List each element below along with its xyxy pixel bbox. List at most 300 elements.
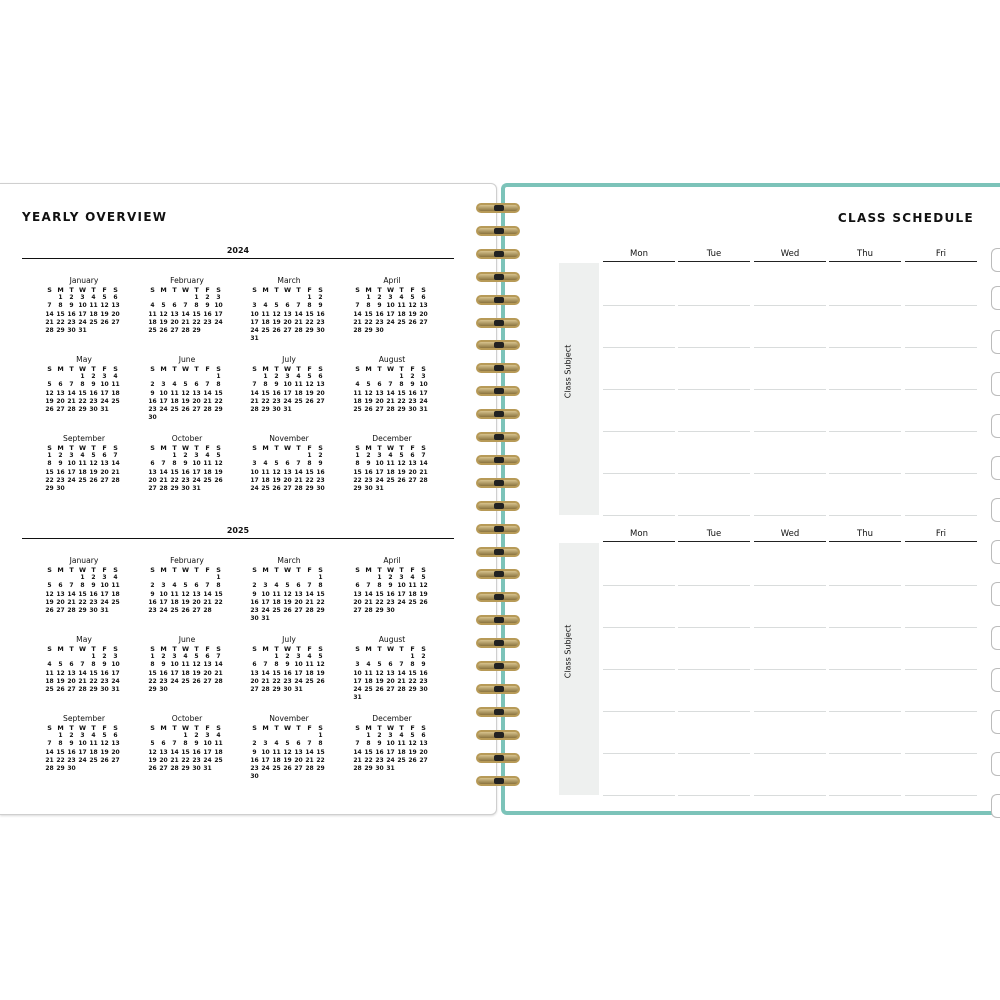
day-number: 11 bbox=[45, 669, 54, 677]
day-number: 31 bbox=[111, 685, 120, 693]
coil-hole bbox=[494, 205, 504, 211]
day-number: 17 bbox=[78, 310, 87, 318]
writing-line[interactable] bbox=[754, 515, 826, 516]
day-number: 28 bbox=[111, 476, 120, 484]
divider-tab[interactable] bbox=[991, 330, 1000, 354]
divider-tab[interactable] bbox=[991, 248, 1000, 272]
class-schedule-page bbox=[501, 183, 1000, 815]
day-number: 8 bbox=[80, 381, 85, 389]
day-number: 29 bbox=[305, 484, 314, 492]
writing-line[interactable] bbox=[829, 795, 901, 796]
day-number: 30 bbox=[386, 606, 395, 614]
empty-day bbox=[271, 574, 282, 582]
writing-line[interactable] bbox=[754, 627, 826, 628]
writing-line[interactable] bbox=[603, 431, 675, 432]
writing-line[interactable] bbox=[678, 347, 750, 348]
empty-day bbox=[44, 653, 55, 661]
weekday-header: F bbox=[102, 286, 107, 294]
day-number: 26 bbox=[89, 476, 98, 484]
empty-day bbox=[158, 373, 169, 381]
writing-line[interactable] bbox=[754, 431, 826, 432]
day-number: 25 bbox=[397, 318, 406, 326]
binding-coil bbox=[476, 272, 522, 284]
writing-line[interactable] bbox=[754, 795, 826, 796]
weekday-header: T bbox=[91, 444, 96, 452]
day-number: 15 bbox=[305, 310, 314, 318]
writing-line[interactable] bbox=[754, 711, 826, 712]
day-number: 14 bbox=[67, 389, 76, 397]
writing-line[interactable] bbox=[905, 795, 977, 796]
day-number: 10 bbox=[375, 460, 384, 468]
day-number: 31 bbox=[100, 606, 109, 614]
binding-coil bbox=[476, 203, 522, 215]
binding-coil bbox=[476, 226, 522, 238]
day-number: 28 bbox=[214, 677, 223, 685]
binding-coil bbox=[476, 318, 522, 330]
day-number: 19 bbox=[408, 748, 417, 756]
day-number: 24 bbox=[261, 606, 270, 614]
day-number: 23 bbox=[89, 598, 98, 606]
weekday-header: W bbox=[181, 645, 190, 653]
day-number: 28 bbox=[294, 326, 303, 334]
writing-line[interactable] bbox=[754, 305, 826, 306]
writing-line[interactable] bbox=[678, 711, 750, 712]
empty-day bbox=[180, 294, 191, 302]
divider-tab[interactable] bbox=[991, 668, 1000, 692]
day-number: 29 bbox=[261, 405, 270, 413]
day-number: 12 bbox=[100, 740, 109, 748]
empty-day bbox=[260, 294, 271, 302]
divider-tab[interactable] bbox=[991, 626, 1000, 650]
year-label: 2025 bbox=[22, 526, 454, 539]
day-number: 12 bbox=[89, 460, 98, 468]
day-number: 19 bbox=[56, 677, 65, 685]
writing-line[interactable] bbox=[905, 431, 977, 432]
coil-hole bbox=[494, 778, 504, 784]
day-number: 10 bbox=[78, 740, 87, 748]
day-number: 1 bbox=[307, 452, 312, 460]
binding-coil bbox=[476, 455, 522, 467]
day-number: 24 bbox=[159, 405, 168, 413]
weekday-header: T bbox=[274, 566, 279, 574]
day-number: 2 bbox=[377, 294, 382, 302]
empty-day bbox=[293, 452, 304, 460]
writing-line[interactable] bbox=[678, 669, 750, 670]
divider-tab[interactable] bbox=[991, 752, 1000, 776]
month-day-grid bbox=[147, 645, 231, 694]
day-number: 5 bbox=[366, 381, 371, 389]
weekday-header: W bbox=[283, 645, 292, 653]
day-number: 28 bbox=[67, 606, 76, 614]
empty-day bbox=[180, 574, 191, 582]
day-number: 20 bbox=[283, 476, 292, 484]
day-number: 7 bbox=[216, 653, 221, 661]
day-number: 18 bbox=[170, 598, 179, 606]
weekday-header: T bbox=[296, 365, 301, 373]
day-number: 20 bbox=[375, 397, 384, 405]
writing-line[interactable] bbox=[829, 627, 901, 628]
weekday-header: T bbox=[194, 365, 199, 373]
day-number: 15 bbox=[148, 669, 157, 677]
day-number: 8 bbox=[216, 582, 221, 590]
writing-line[interactable] bbox=[754, 347, 826, 348]
day-number: 20 bbox=[170, 318, 179, 326]
writing-line[interactable] bbox=[905, 669, 977, 670]
day-number: 26 bbox=[181, 405, 190, 413]
divider-tab[interactable] bbox=[991, 794, 1000, 818]
day-number: 25 bbox=[408, 598, 417, 606]
day-number: 12 bbox=[408, 740, 417, 748]
day-number: 11 bbox=[203, 460, 212, 468]
writing-line[interactable] bbox=[603, 347, 675, 348]
empty-day bbox=[363, 574, 374, 582]
writing-line[interactable] bbox=[829, 753, 901, 754]
month-day-grid bbox=[147, 724, 231, 773]
day-number: 10 bbox=[294, 661, 303, 669]
day-number: 15 bbox=[272, 669, 281, 677]
weekday-header: T bbox=[377, 444, 382, 452]
day-number: 12 bbox=[364, 389, 373, 397]
day-number: 15 bbox=[56, 748, 65, 756]
weekday-header: S bbox=[216, 645, 221, 653]
day-number: 27 bbox=[56, 606, 65, 614]
writing-line[interactable] bbox=[603, 795, 675, 796]
writing-line[interactable] bbox=[829, 473, 901, 474]
day-number: 8 bbox=[274, 661, 279, 669]
day-number: 21 bbox=[45, 756, 54, 764]
day-number: 26 bbox=[45, 606, 54, 614]
day-number: 10 bbox=[261, 748, 270, 756]
weekday-header: M bbox=[262, 365, 269, 373]
divider-tab[interactable] bbox=[991, 540, 1000, 564]
writing-line[interactable] bbox=[754, 669, 826, 670]
writing-line[interactable] bbox=[905, 515, 977, 516]
day-number: 29 bbox=[364, 764, 373, 772]
day-number: 14 bbox=[78, 669, 87, 677]
writing-line[interactable] bbox=[603, 627, 675, 628]
weekday-header: S bbox=[113, 286, 118, 294]
divider-tab[interactable] bbox=[991, 710, 1000, 734]
writing-line[interactable] bbox=[678, 753, 750, 754]
day-number: 6 bbox=[194, 582, 199, 590]
empty-day bbox=[169, 373, 180, 381]
day-number: 24 bbox=[283, 397, 292, 405]
day-number: 29 bbox=[170, 484, 179, 492]
day-number: 11 bbox=[78, 460, 87, 468]
day-number: 14 bbox=[305, 748, 314, 756]
day-number: 23 bbox=[408, 397, 417, 405]
writing-line[interactable] bbox=[678, 515, 750, 516]
weekday-header: S bbox=[355, 724, 360, 732]
day-number: 23 bbox=[419, 677, 428, 685]
day-number: 20 bbox=[294, 756, 303, 764]
day-number: 22 bbox=[408, 677, 417, 685]
day-number: 28 bbox=[294, 484, 303, 492]
day-number: 19 bbox=[283, 756, 292, 764]
day-number: 31 bbox=[261, 615, 270, 623]
day-number: 21 bbox=[111, 468, 120, 476]
day-number: 17 bbox=[203, 748, 212, 756]
day-number: 29 bbox=[181, 764, 190, 772]
day-number: 3 bbox=[102, 574, 107, 582]
day-number: 2 bbox=[69, 294, 74, 302]
day-number: 5 bbox=[102, 732, 107, 740]
day-number: 27 bbox=[111, 756, 120, 764]
weekday-header: T bbox=[69, 645, 74, 653]
day-number: 24 bbox=[419, 397, 428, 405]
coil-hole bbox=[494, 617, 504, 623]
divider-tab[interactable] bbox=[991, 498, 1000, 522]
day-number: 17 bbox=[250, 318, 259, 326]
day-number: 29 bbox=[316, 606, 325, 614]
divider-tab[interactable] bbox=[991, 582, 1000, 606]
day-number: 2 bbox=[91, 574, 96, 582]
weekday-header: T bbox=[377, 286, 382, 294]
binding-coil bbox=[476, 592, 522, 604]
writing-line[interactable] bbox=[829, 347, 901, 348]
day-number: 13 bbox=[250, 669, 259, 677]
day-number: 25 bbox=[305, 677, 314, 685]
day-number: 25 bbox=[203, 476, 212, 484]
day-number: 9 bbox=[205, 302, 210, 310]
writing-line[interactable] bbox=[603, 711, 675, 712]
day-number: 2 bbox=[205, 294, 210, 302]
day-number: 27 bbox=[294, 606, 303, 614]
day-number: 8 bbox=[47, 460, 52, 468]
day-number: 14 bbox=[250, 389, 259, 397]
day-number: 11 bbox=[353, 389, 362, 397]
day-number: 9 bbox=[274, 381, 279, 389]
day-number: 6 bbox=[318, 373, 323, 381]
day-number: 9 bbox=[161, 661, 166, 669]
writing-line[interactable] bbox=[678, 585, 750, 586]
binding-coil bbox=[476, 386, 522, 398]
day-number: 19 bbox=[272, 476, 281, 484]
writing-line[interactable] bbox=[905, 305, 977, 306]
day-number: 19 bbox=[283, 598, 292, 606]
weekday-header: S bbox=[318, 365, 323, 373]
month-day-grid bbox=[44, 365, 128, 414]
day-number: 28 bbox=[203, 405, 212, 413]
day-number: 14 bbox=[294, 310, 303, 318]
day-number: 3 bbox=[161, 381, 166, 389]
day-number: 5 bbox=[47, 381, 52, 389]
writing-line[interactable] bbox=[678, 473, 750, 474]
writing-line[interactable] bbox=[829, 669, 901, 670]
writing-line[interactable] bbox=[603, 473, 675, 474]
day-number: 26 bbox=[364, 405, 373, 413]
day-number: 2 bbox=[161, 653, 166, 661]
empty-day bbox=[169, 732, 180, 740]
day-number: 8 bbox=[58, 302, 63, 310]
day-number: 15 bbox=[89, 669, 98, 677]
weekday-header: W bbox=[386, 365, 395, 373]
day-number: 9 bbox=[69, 740, 74, 748]
empty-day bbox=[147, 452, 158, 460]
day-number: 30 bbox=[364, 484, 373, 492]
writing-line[interactable] bbox=[905, 627, 977, 628]
weekday-header: M bbox=[262, 566, 269, 574]
day-number: 28 bbox=[67, 405, 76, 413]
day-number: 28 bbox=[45, 326, 54, 334]
day-number: 6 bbox=[58, 381, 63, 389]
divider-tab[interactable] bbox=[991, 286, 1000, 310]
writing-line[interactable] bbox=[678, 305, 750, 306]
month-day-grid bbox=[44, 724, 128, 773]
weekday-header: T bbox=[194, 566, 199, 574]
writing-line[interactable] bbox=[754, 473, 826, 474]
day-number: 28 bbox=[305, 606, 314, 614]
writing-line[interactable] bbox=[754, 585, 826, 586]
day-number: 19 bbox=[192, 669, 201, 677]
empty-day bbox=[249, 373, 260, 381]
writing-line[interactable] bbox=[905, 711, 977, 712]
binding-coil bbox=[476, 501, 522, 513]
day-number: 6 bbox=[205, 653, 210, 661]
weekday-header: T bbox=[194, 444, 199, 452]
day-number: 1 bbox=[366, 732, 371, 740]
binding-coil bbox=[476, 409, 522, 421]
day-number: 29 bbox=[397, 405, 406, 413]
writing-line[interactable] bbox=[678, 627, 750, 628]
day-number: 4 bbox=[274, 582, 279, 590]
writing-line[interactable] bbox=[829, 515, 901, 516]
day-number: 11 bbox=[148, 310, 157, 318]
weekday-header: T bbox=[296, 286, 301, 294]
month-name: April bbox=[383, 276, 401, 285]
writing-line[interactable] bbox=[678, 431, 750, 432]
day-number: 10 bbox=[100, 381, 109, 389]
writing-line[interactable] bbox=[905, 473, 977, 474]
day-number: 14 bbox=[386, 389, 395, 397]
day-number: 20 bbox=[111, 748, 120, 756]
writing-line[interactable] bbox=[829, 431, 901, 432]
month-calendar bbox=[143, 355, 231, 422]
weekday-header: S bbox=[47, 566, 52, 574]
binding-coil bbox=[476, 432, 522, 444]
day-number: 15 bbox=[408, 669, 417, 677]
divider-tab[interactable] bbox=[991, 414, 1000, 438]
day-number: 12 bbox=[148, 748, 157, 756]
day-number: 25 bbox=[364, 685, 373, 693]
writing-line[interactable] bbox=[603, 753, 675, 754]
writing-line[interactable] bbox=[678, 389, 750, 390]
writing-line[interactable] bbox=[754, 753, 826, 754]
month-name: May bbox=[76, 355, 92, 364]
month-day-grid bbox=[249, 566, 333, 623]
weekday-header: W bbox=[78, 444, 87, 452]
weekday-header: S bbox=[216, 566, 221, 574]
day-number: 10 bbox=[100, 582, 109, 590]
day-number: 3 bbox=[296, 653, 301, 661]
day-number: 1 bbox=[318, 574, 323, 582]
weekday-header: S bbox=[216, 444, 221, 452]
weekday-header: T bbox=[69, 566, 74, 574]
day-number: 2 bbox=[183, 452, 188, 460]
day-number: 23 bbox=[283, 677, 292, 685]
writing-line[interactable] bbox=[905, 389, 977, 390]
day-number: 3 bbox=[161, 582, 166, 590]
day-number: 11 bbox=[214, 740, 223, 748]
day-number: 16 bbox=[386, 590, 395, 598]
day-number: 14 bbox=[419, 460, 428, 468]
day-number: 13 bbox=[419, 740, 428, 748]
day-number: 22 bbox=[89, 677, 98, 685]
writing-line[interactable] bbox=[905, 753, 977, 754]
divider-tab[interactable] bbox=[991, 372, 1000, 396]
day-number: 13 bbox=[67, 669, 76, 677]
day-number: 23 bbox=[272, 397, 281, 405]
day-number: 17 bbox=[261, 756, 270, 764]
writing-line[interactable] bbox=[829, 711, 901, 712]
day-number: 27 bbox=[294, 764, 303, 772]
day-number: 13 bbox=[170, 310, 179, 318]
empty-day bbox=[249, 294, 260, 302]
day-number: 25 bbox=[78, 476, 87, 484]
coil-hole bbox=[494, 663, 504, 669]
month-calendar bbox=[245, 714, 333, 781]
day-number: 31 bbox=[283, 405, 292, 413]
day-number: 28 bbox=[261, 685, 270, 693]
weekday-header: W bbox=[386, 444, 395, 452]
day-number: 13 bbox=[283, 310, 292, 318]
writing-line[interactable] bbox=[905, 347, 977, 348]
day-header: Mon bbox=[603, 249, 675, 262]
writing-line[interactable] bbox=[829, 389, 901, 390]
writing-line[interactable] bbox=[603, 585, 675, 586]
day-number: 24 bbox=[386, 318, 395, 326]
weekday-header: T bbox=[194, 286, 199, 294]
weekday-header: T bbox=[91, 645, 96, 653]
day-number: 5 bbox=[47, 582, 52, 590]
day-number: 21 bbox=[78, 677, 87, 685]
day-number: 29 bbox=[316, 764, 325, 772]
weekday-header: S bbox=[113, 444, 118, 452]
day-number: 26 bbox=[272, 326, 281, 334]
day-number: 12 bbox=[45, 389, 54, 397]
writing-line[interactable] bbox=[603, 515, 675, 516]
day-number: 5 bbox=[410, 294, 415, 302]
writing-line[interactable] bbox=[678, 795, 750, 796]
day-number: 22 bbox=[305, 318, 314, 326]
month-name: March bbox=[277, 276, 301, 285]
day-number: 22 bbox=[353, 476, 362, 484]
writing-line[interactable] bbox=[603, 389, 675, 390]
writing-line[interactable] bbox=[603, 305, 675, 306]
day-number: 22 bbox=[261, 397, 270, 405]
day-number: 16 bbox=[67, 310, 76, 318]
divider-tab[interactable] bbox=[991, 456, 1000, 480]
day-number: 27 bbox=[283, 326, 292, 334]
day-number: 7 bbox=[399, 661, 404, 669]
writing-line[interactable] bbox=[829, 585, 901, 586]
writing-line[interactable] bbox=[829, 305, 901, 306]
weekday-header: T bbox=[91, 286, 96, 294]
weekday-header: S bbox=[150, 444, 155, 452]
day-number: 27 bbox=[192, 405, 201, 413]
writing-line[interactable] bbox=[603, 669, 675, 670]
day-number: 7 bbox=[80, 661, 85, 669]
writing-line[interactable] bbox=[905, 585, 977, 586]
month-calendar bbox=[348, 355, 436, 414]
day-number: 9 bbox=[318, 460, 323, 468]
day-number: 17 bbox=[78, 748, 87, 756]
weekday-header: S bbox=[47, 444, 52, 452]
weekday-header: F bbox=[410, 724, 415, 732]
day-header: Fri bbox=[905, 529, 977, 542]
coil-hole bbox=[494, 755, 504, 761]
writing-line[interactable] bbox=[754, 389, 826, 390]
